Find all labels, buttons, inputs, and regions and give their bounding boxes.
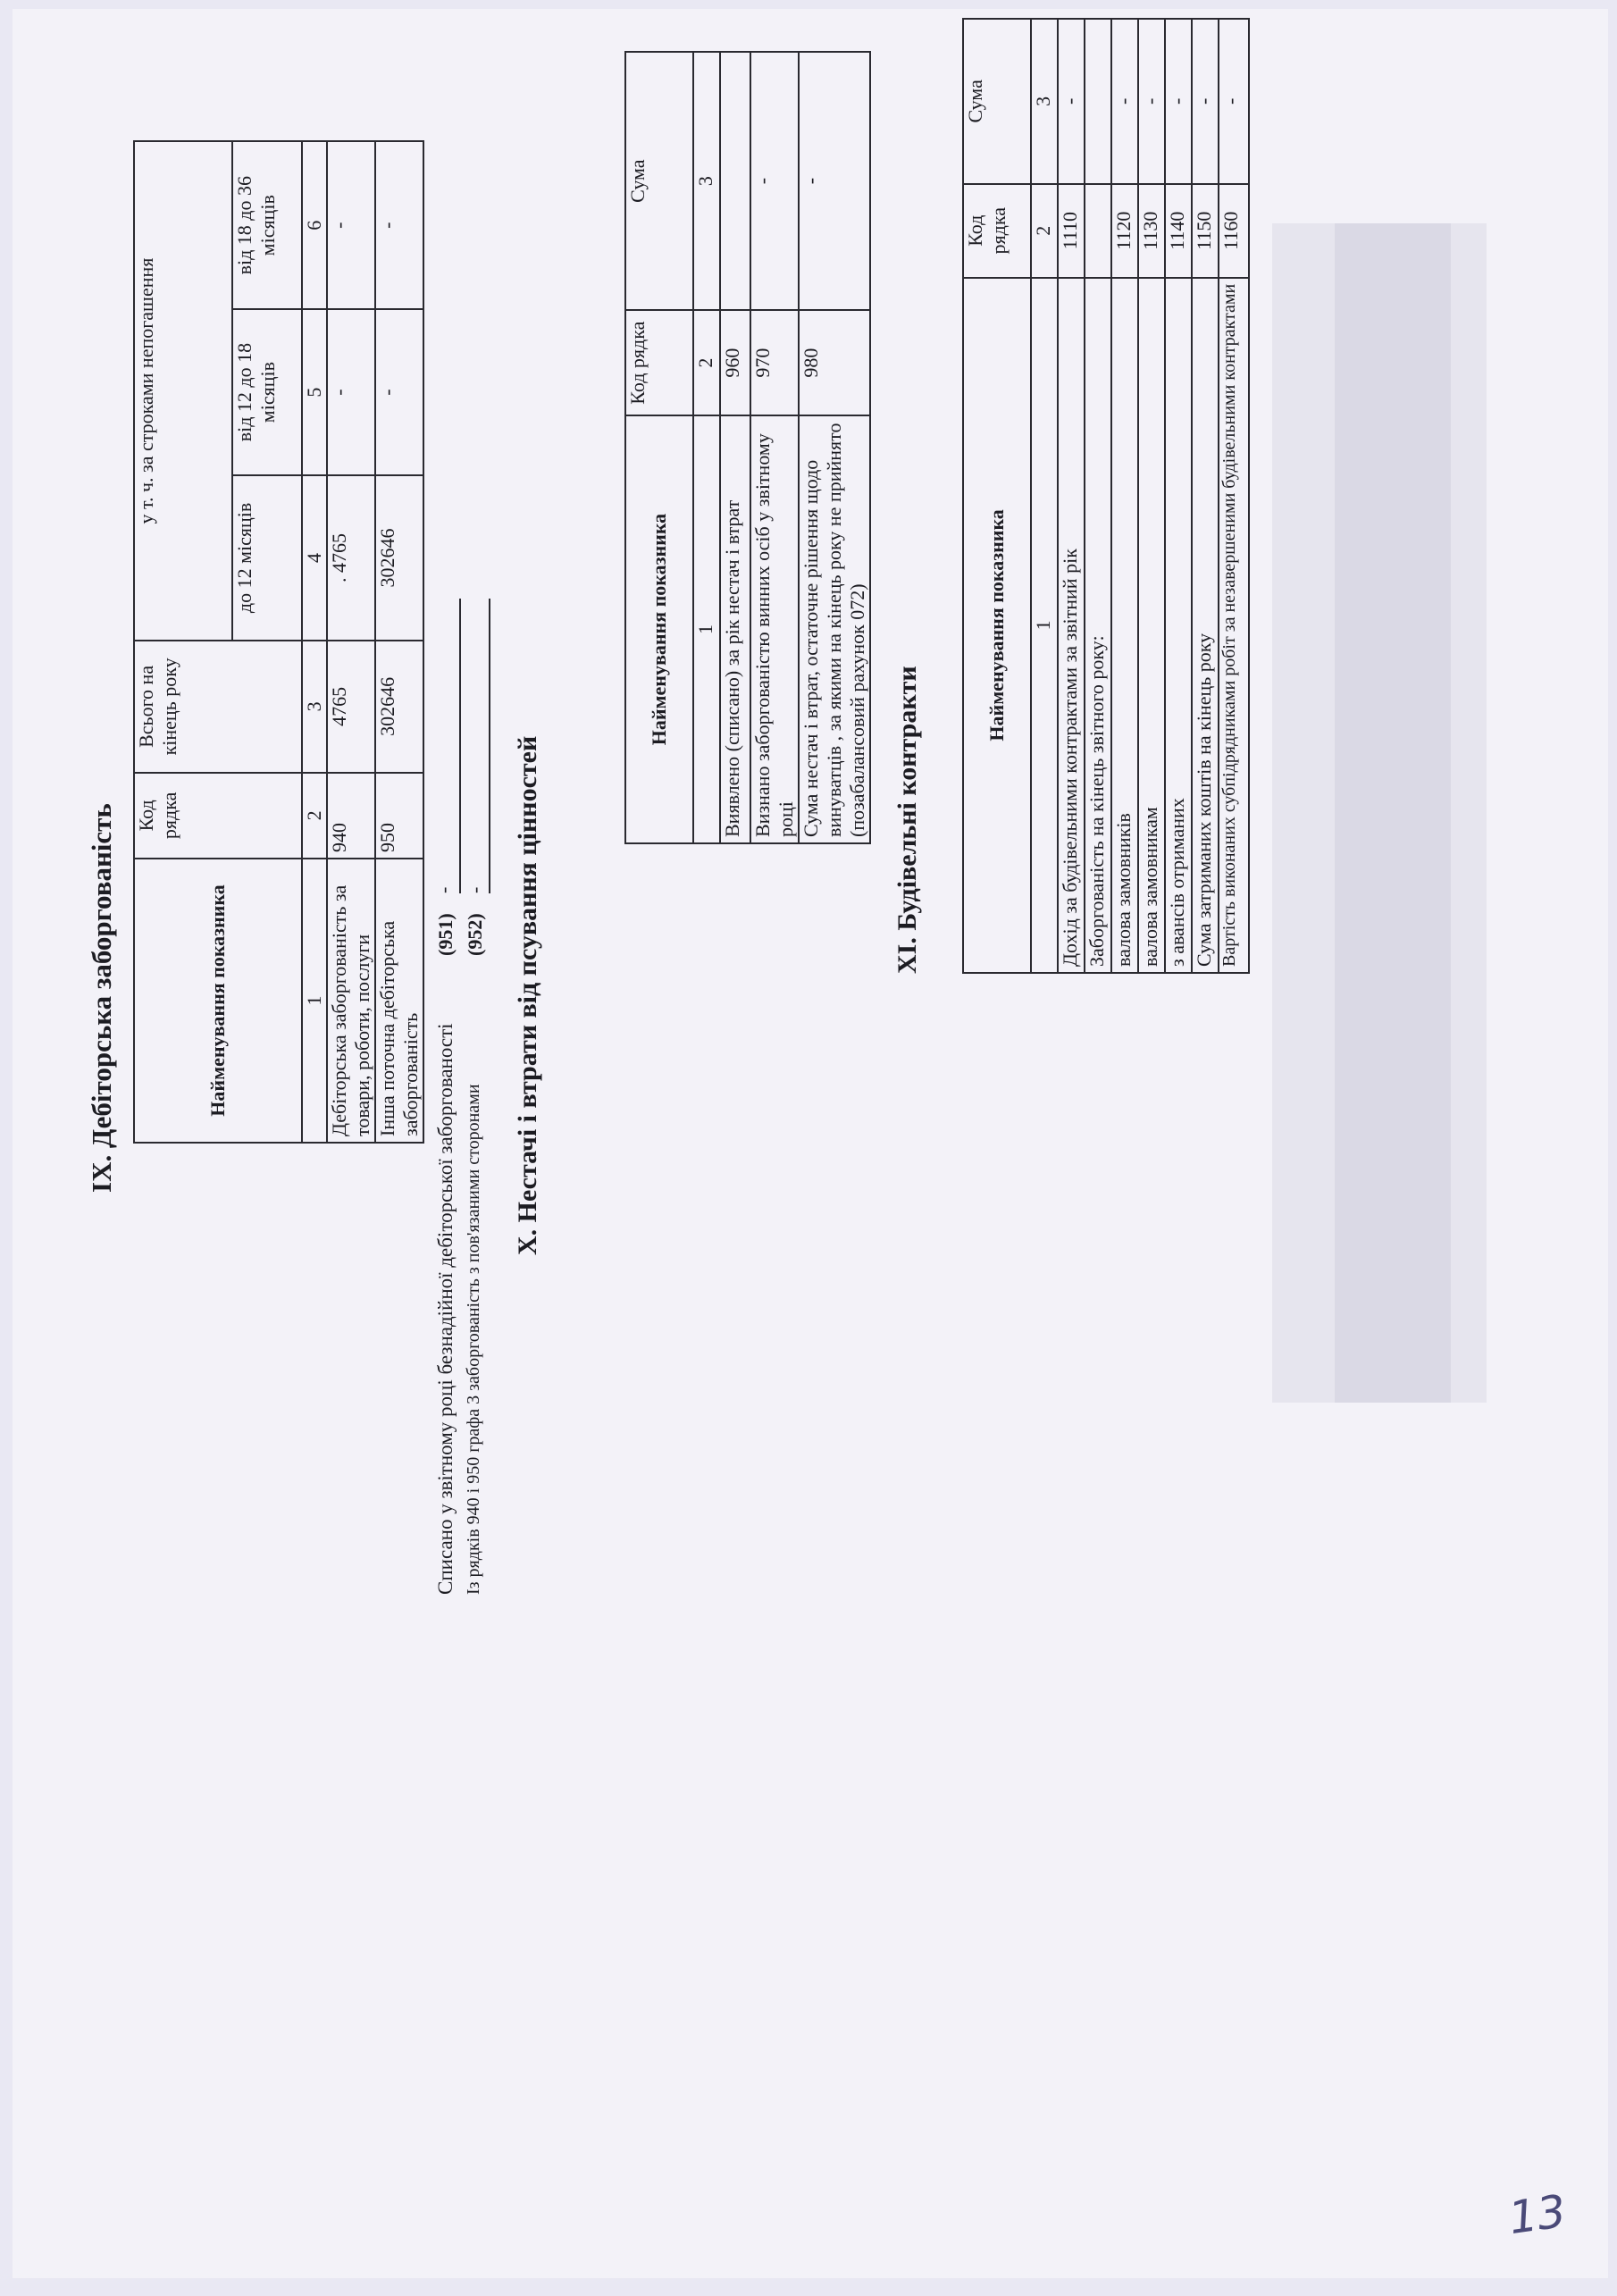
header-name: Найменування показника	[625, 415, 693, 843]
row-code: 1120	[1111, 184, 1138, 278]
row-period-1: . 4765	[327, 475, 375, 641]
table-row	[1085, 19, 1111, 973]
header-name: Найменування показника	[134, 859, 302, 1143]
bleed-through-mark	[1335, 223, 1487, 1403]
header-period-3: від 18 до 36 місяців	[232, 141, 302, 309]
table-row	[1111, 19, 1138, 973]
row-sum: -	[1192, 19, 1219, 184]
note-written-off: Списано у звітному році безнадійної дебіторської заборгованості	[434, 1023, 457, 1595]
row-name: Сума нестач і втрат, остаточне рішення щодо винуватців , за якими на кінець року не прийнято (позабалансовий рахунок 072)	[799, 415, 870, 843]
header-total: Всього на кінець року	[134, 641, 302, 773]
row-sum	[1085, 19, 1111, 184]
row-period-3: -	[375, 141, 423, 309]
scanned-page	[13, 9, 1608, 2278]
header-code: Код рядка	[625, 310, 693, 415]
row-code: 940	[327, 773, 375, 859]
table-row	[1165, 19, 1192, 973]
row-name: Визнано заборгованістю винних осіб у звітному році	[750, 415, 799, 843]
receivables-table	[133, 140, 424, 1144]
section-xi-title: XI. Будівельні контракти	[892, 666, 922, 974]
row-name: валова замовникам	[1138, 278, 1165, 973]
table-row	[720, 52, 750, 843]
note-related-parties-line	[489, 599, 490, 893]
column-number: 2	[1031, 184, 1058, 278]
table-row	[799, 52, 870, 843]
column-number: 3	[1031, 19, 1058, 184]
row-period-2: -	[375, 309, 423, 474]
row-sum: -	[750, 52, 799, 310]
column-number: 3	[693, 52, 720, 310]
row-code: 1140	[1165, 184, 1192, 278]
header-code: Код рядка	[963, 184, 1031, 278]
shortages-table	[624, 51, 871, 844]
column-number: 3	[302, 641, 327, 773]
table-row	[1219, 19, 1249, 973]
row-code: 1150	[1192, 184, 1219, 278]
row-name: Дохід за будівельними контрактами за звітний рік	[1058, 278, 1085, 973]
row-name: з авансів отриманих	[1165, 278, 1192, 973]
header-sum: Сума	[625, 52, 693, 310]
row-sum: -	[1219, 19, 1249, 184]
construction-contracts-table	[962, 18, 1250, 974]
header-period-2: від 12 до 18 місяців	[232, 309, 302, 474]
row-sum: -	[1058, 19, 1085, 184]
row-name: Дебіторська заборгованість за товари, роботи, послуги	[327, 859, 375, 1143]
column-number: 1	[693, 415, 720, 843]
row-code: 1130	[1138, 184, 1165, 278]
row-sum: -	[1111, 19, 1138, 184]
row-sum: -	[1138, 19, 1165, 184]
row-name: Виявлено (списано) за рік нестач і втрат	[720, 415, 750, 843]
row-code: 960	[720, 310, 750, 415]
note-related-parties: Із рядків 940 і 950 графа 3 заборгованість з пов'язаними сторонами	[464, 1084, 483, 1595]
section-x-title: X. Нестачі і втрати від псування цінностей	[513, 735, 542, 1255]
header-period-1: до 12 місяців	[232, 475, 302, 641]
table-row	[327, 141, 375, 1143]
note-written-off-line	[459, 599, 461, 893]
row-code: 950	[375, 773, 423, 859]
column-number: 1	[302, 859, 327, 1143]
header-code: Код рядка	[134, 773, 302, 859]
rotated-page-content	[13, 9, 1617, 2296]
table-row	[1192, 19, 1219, 973]
column-number: 4	[302, 475, 327, 641]
column-number: 2	[302, 773, 327, 859]
row-sum	[720, 52, 750, 310]
table-row	[1058, 19, 1085, 973]
header-sum: Сума	[963, 19, 1031, 184]
row-code: 1110	[1058, 184, 1085, 278]
table-row	[750, 52, 799, 843]
note-written-off-value: -	[432, 886, 455, 893]
row-name: валова замовників	[1111, 278, 1138, 973]
note-related-parties-code: (952)	[464, 913, 486, 956]
handwritten-page-number: 13	[1505, 2184, 1570, 2245]
row-name: Заборгованість на кінець звітного року:	[1085, 278, 1111, 973]
row-code: 1160	[1219, 184, 1249, 278]
note-written-off-code: (951)	[434, 913, 457, 956]
column-number: 6	[302, 141, 327, 309]
row-code: 980	[799, 310, 870, 415]
row-code	[1085, 184, 1111, 278]
row-period-3: -	[327, 141, 375, 309]
column-number: 1	[1031, 278, 1058, 973]
row-name: Вартість виконаних субпідрядниками робіт за незавершеними будівельними контрактами	[1219, 278, 1249, 973]
row-code: 970	[750, 310, 799, 415]
header-name: Найменування показника	[963, 278, 1031, 973]
row-sum: -	[799, 52, 870, 310]
column-number: 2	[693, 310, 720, 415]
row-sum: -	[1165, 19, 1192, 184]
column-number: 5	[302, 309, 327, 474]
table-row	[1138, 19, 1165, 973]
row-name: Інша поточна дебіторська заборгованість	[375, 859, 423, 1143]
section-ix-title: IX. Дебіторська заборгованість	[86, 803, 117, 1193]
row-period-2: -	[327, 309, 375, 474]
table-row	[375, 141, 423, 1143]
row-name: Сума затриманих коштів на кінець року	[1192, 278, 1219, 973]
header-group: у т. ч. за строками непогашення	[134, 141, 232, 641]
note-related-parties-value: -	[464, 886, 486, 893]
row-period-1: 302646	[375, 475, 423, 641]
row-total: 4765	[327, 641, 375, 773]
row-total: 302646	[375, 641, 423, 773]
